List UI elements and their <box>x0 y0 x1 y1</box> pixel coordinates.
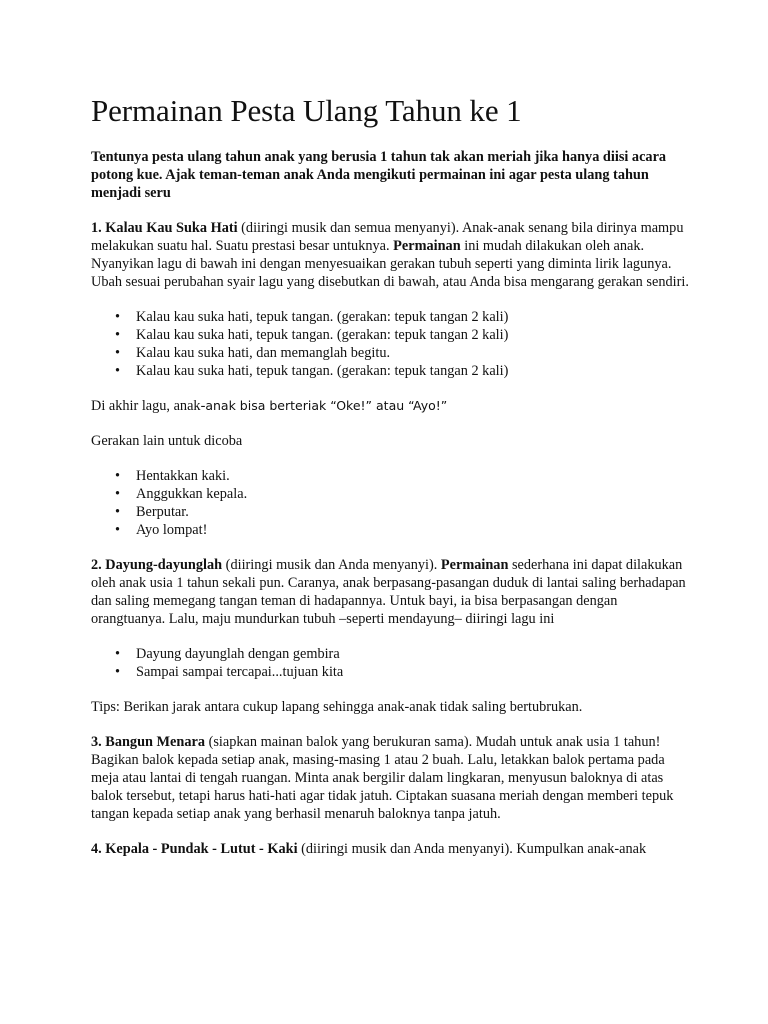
list-item: • Kalau kau suka hati, tepuk tangan. (gerakan: tepuk tangan 2 kali) <box>91 326 691 344</box>
list-item: • Berputar. <box>91 503 691 521</box>
list-item: • Kalau kau suka hati, tepuk tangan. (gerakan: tepuk tangan 2 kali) <box>91 362 691 380</box>
section-3-heading: 3. Bangun Menara <box>91 734 205 750</box>
page-title: Permainan Pesta Ulang Tahun ke 1 <box>91 93 522 128</box>
list-item: • Hentakkan kaki. <box>91 467 691 485</box>
list-item: • Dayung dayunglah dengan gembira <box>91 645 691 663</box>
section-4-paragraph <box>91 840 691 858</box>
list-item: • Sampai sampai tercapai...tujuan kita <box>91 663 691 681</box>
ending-note-part2: anak bisa berteriak “Oke!” atau “Ayo!” <box>205 398 448 413</box>
other-moves-title: Gerakan lain untuk dicoba <box>91 433 243 449</box>
article-body <box>91 93 691 858</box>
section-2-text-part1: (diiringi musik dan Anda menyanyi). <box>222 557 441 573</box>
section-1-lyrics-list <box>91 308 691 380</box>
section-1-text-part1: (diiringi musik dan semua menyanyi). Anak-anak senang bila dirinya mampu melakukan suatu hal. Suatu prestasi besar untuknya. <box>91 220 684 254</box>
section-4-text: (diiringi musik dan Anda menyanyi). Kumpulkan anak-anak <box>297 841 647 857</box>
section-3-text: (siapkan mainan balok yang berukuran sama). Mudah untuk anak usia 1 tahun! Bagikan balok kepada setiap anak, masing-masing 1 atau 2 buah. Lalu, letakkan balok pertama pada meja atau lantai di tengah ruangan. Minta anak bergilir dalam lingkaran, menyusun baloknya di atas balok tersebut, tetapi harus hati-hati agar tidak jatuh. Ciptakan suasana meriah dengan memberi tepuk tangan kepada setiap anak yang berhasil menaruh baloknya tanpa jatuh. <box>91 734 674 822</box>
other-moves-list <box>91 467 691 539</box>
list-item: • Kalau kau suka hati, dan memanglah begitu. <box>91 344 691 362</box>
section-2-heading: 2. Dayung-dayunglah <box>91 557 223 573</box>
section-2-tips: Tips: Berikan jarak antara cukup lapang sehingga anak-anak tidak saling bertubrukan. <box>91 699 583 715</box>
section-1-heading: 1. Kalau Kau Suka Hati <box>91 220 238 236</box>
list-item: • Ayo lompat! <box>91 521 691 539</box>
ending-note-part1: Di akhir lagu, anak- <box>91 398 206 414</box>
intro-paragraph: Tentunya pesta ulang tahun anak yang berusia 1 tahun tak akan meriah jika hanya diisi acara potong kue. Ajak teman-teman anak Anda mengikuti permainan ini agar pesta ulang tahun menjadi seru <box>91 149 667 201</box>
section-2-keyword: Permainan <box>440 557 509 573</box>
section-2-paragraph <box>91 556 691 628</box>
section-3-paragraph <box>91 733 691 823</box>
section-1-ending-note <box>91 397 691 415</box>
list-item: • Anggukkan kepala. <box>91 485 691 503</box>
section-1-keyword: Permainan <box>393 238 461 254</box>
section-2-text-part2: sederhana ini dapat dilakukan oleh anak usia 1 tahun sekali pun. Caranya, anak berpasang-pasangan duduk di lantai saling berhadapan dan saling memegang tangan teman di hadapannya. Untuk bayi, ia bisa berpasangan dengan orangtuanya. Lalu, maju mundurkan tubuh –seperti mendayung– diiringi lagu ini <box>91 557 686 627</box>
list-item: • Kalau kau suka hati, tepuk tangan. (gerakan: tepuk tangan 2 kali) <box>91 308 691 326</box>
section-2-lyrics-list <box>91 645 691 681</box>
section-1-text-part2: ini mudah dilakukan oleh anak. Nyanyikan lagu di bawah ini dengan menyesuaikan gerakan tubuh seperti yang diminta lirik lagunya. Ubah sesuai perubahan syair lagu yang disebutkan di bawah, atau Anda bisa mengarang gerakan sendiri. <box>91 238 689 290</box>
section-1-paragraph <box>91 219 691 291</box>
section-4-heading: 4. Kepala - Pundak - Lutut - Kaki <box>91 841 298 857</box>
